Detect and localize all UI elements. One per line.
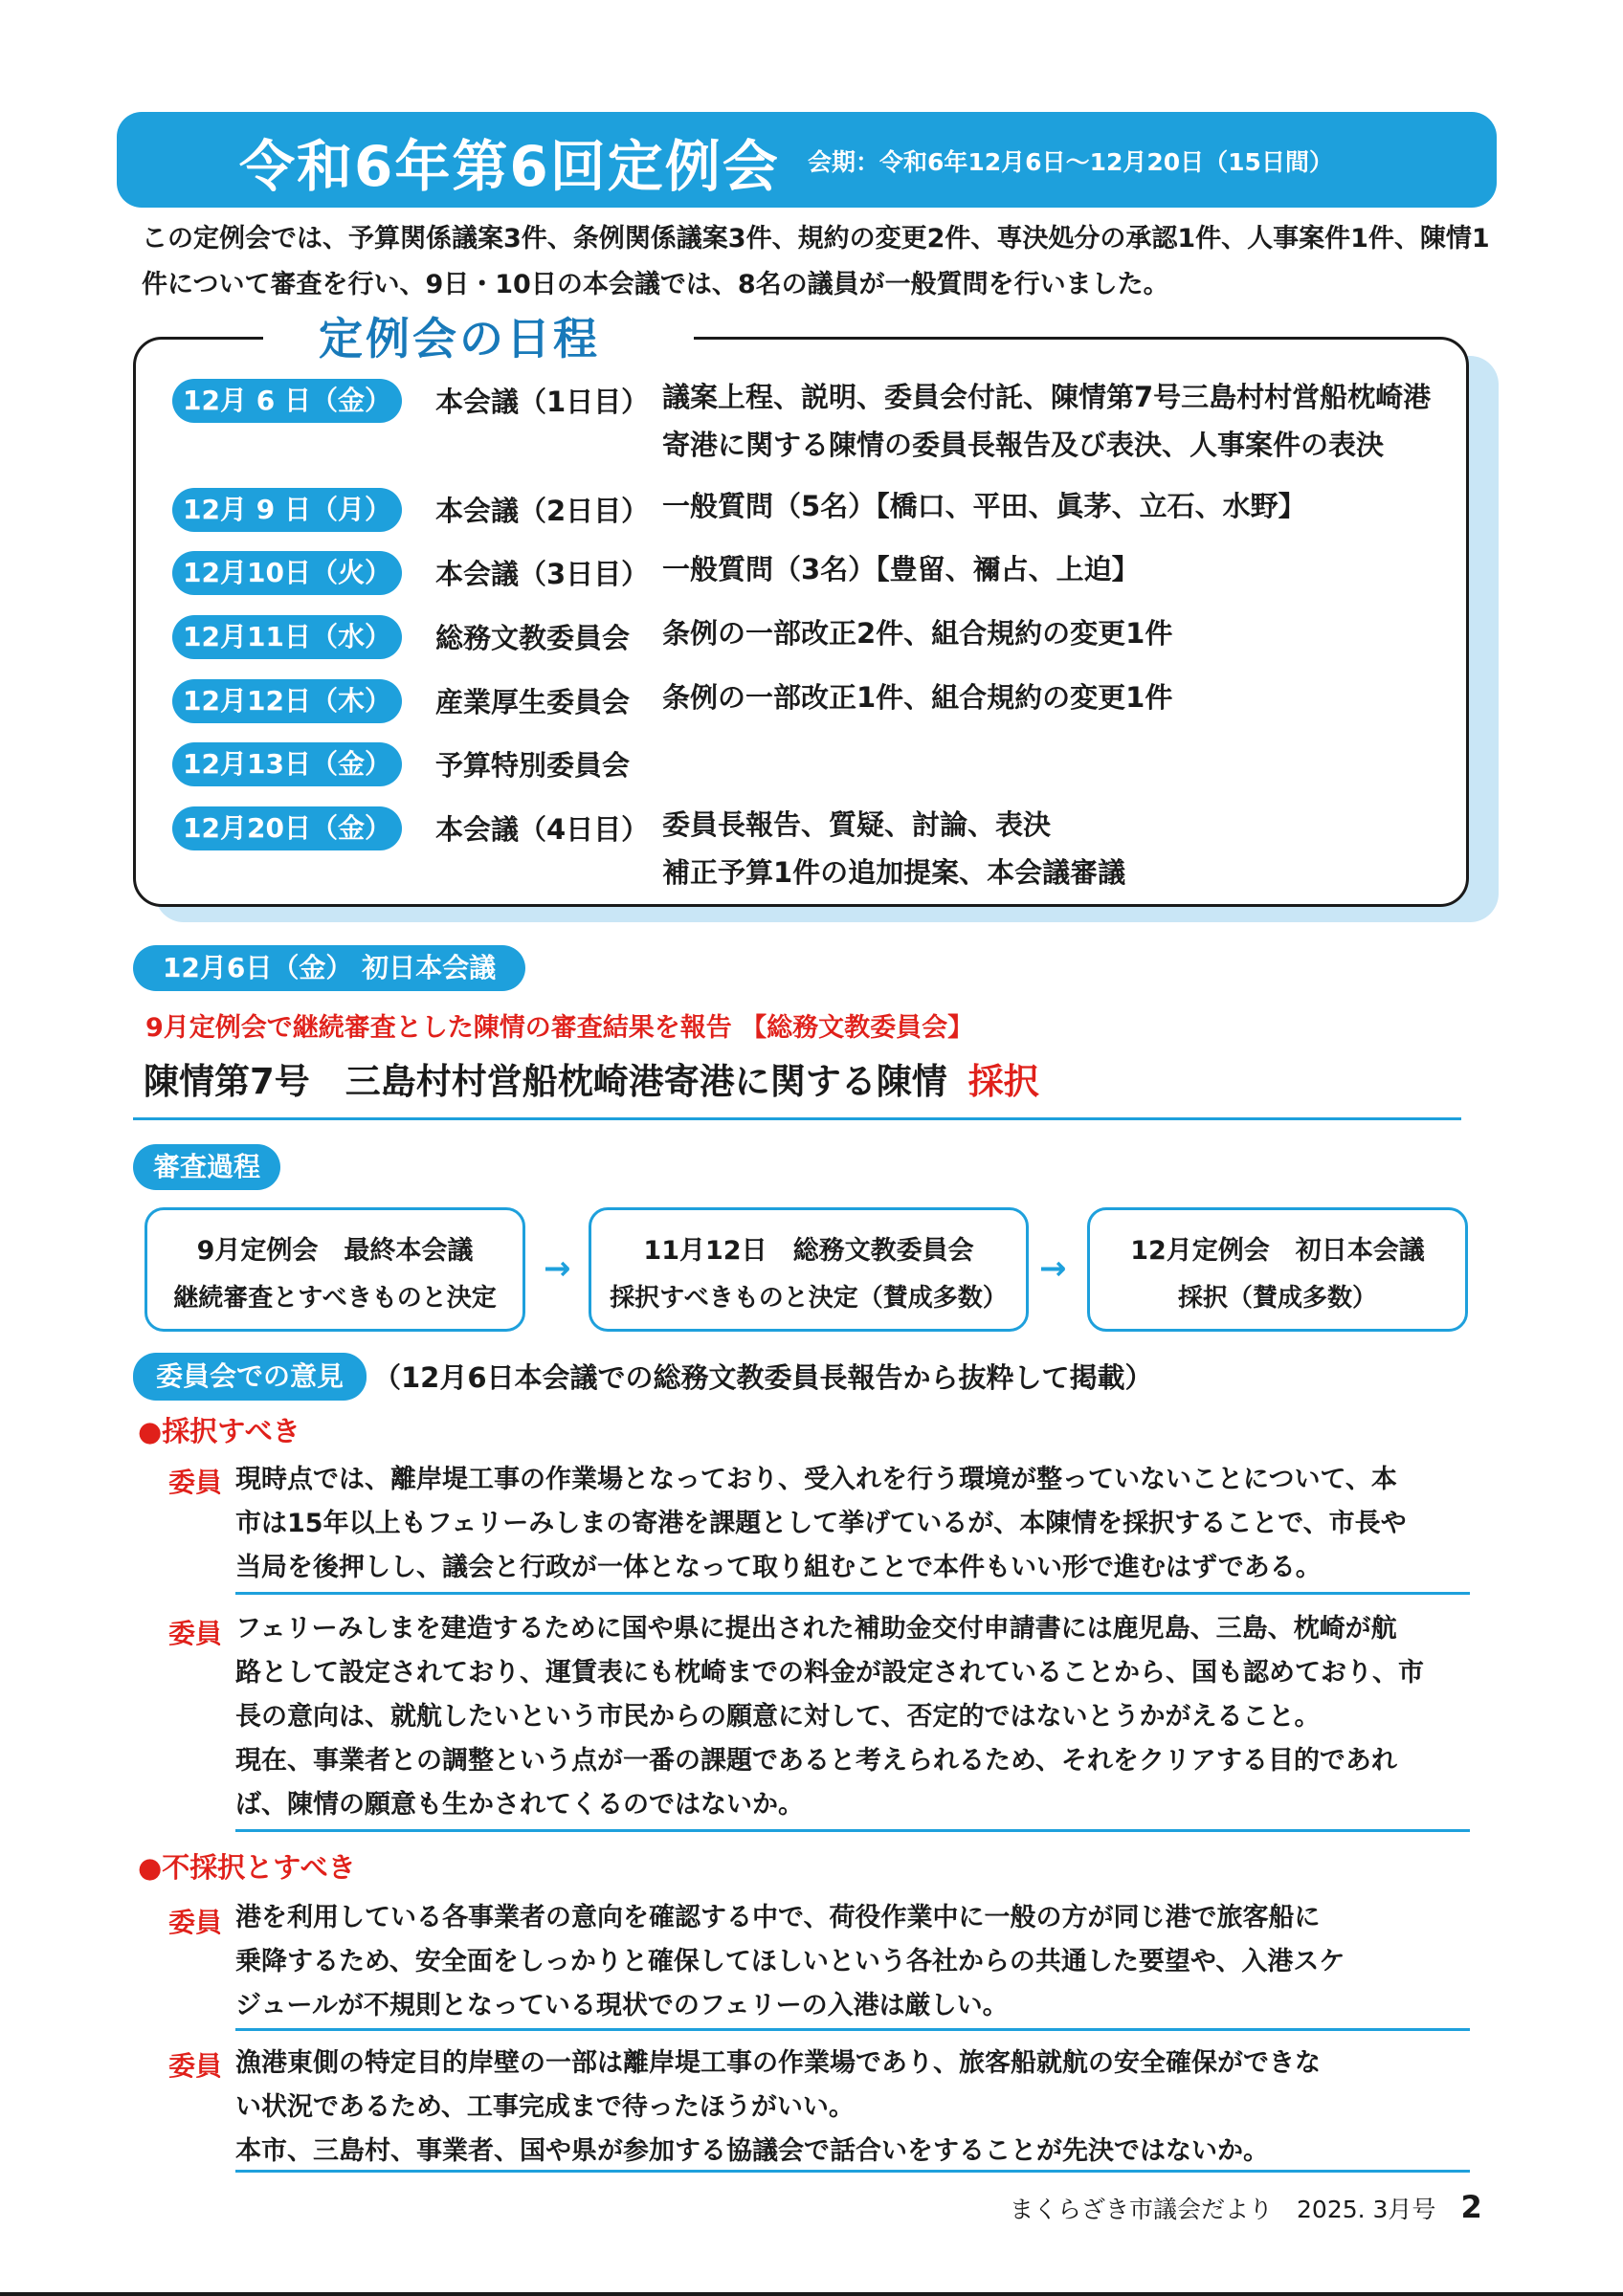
agenda-line: 寄港に関する陳情の委員長報告及び表決、人事案件の表決: [662, 429, 1385, 461]
text-line: 港を利用している各事業者の意向を確認する中で、荷役作業中に一般の方が同じ港で旅客船に: [235, 1903, 1321, 1932]
date-badge: 12月 6 日（金）: [172, 379, 402, 423]
intro-text: この定例会では、予算関係議案3件、条例関係議案3件、規約の変更2件、専決処分の承認1件、人事案件1件、陳情1件について審査を行い、9日・10日の本会議では、8名の議員が一般質問を行いました。: [142, 224, 1490, 299]
schedule-row: [172, 488, 1455, 536]
publication-name: まくらざき市議会だより 2025. 3月号: [1010, 2196, 1436, 2223]
meeting-agenda: 一般質問（3名）【豊留、禰占、上迫】: [662, 553, 1140, 585]
text-line: 路として設定されており、運賃表にも枕崎までの料金が設定されていることから、国も認めており、市: [235, 1658, 1424, 1688]
divider: [235, 2170, 1470, 2173]
meeting-name: 本会議（2日目）: [435, 495, 650, 527]
schedule-row: [172, 742, 1455, 790]
arrow-right-icon: →: [544, 1249, 571, 1288]
opinion-paragraph: [235, 1607, 1479, 1827]
step-result: 採択すべきものと決定（賛成多数）: [610, 1284, 1008, 1313]
petition-result: 採択: [967, 1061, 1039, 1102]
opinion-badge: 委員会での意見: [133, 1353, 367, 1401]
opinion-paragraph: [235, 1458, 1479, 1590]
date-badge: 12月11日（水）: [172, 615, 402, 659]
meeting-agenda: [662, 373, 1431, 469]
meeting-agenda: 条例の一部改正2件、組合規約の変更1件: [662, 617, 1173, 650]
session-period: 会期：令和6年12月6日～12月20日（15日間）: [808, 148, 1333, 176]
petition-heading: [144, 1052, 1039, 1104]
opinion-paragraph: [235, 1896, 1479, 2028]
meeting-name: 本会議（3日目）: [435, 558, 650, 590]
opinion-note: （12月6日本会議での総務文教委員長報告から抜粋して掲載）: [373, 1361, 1153, 1394]
divider: [133, 1117, 1461, 1120]
text-line: ジュールが不規則となっている現状でのフェリーの入港は厳しい。: [235, 1991, 1009, 2020]
divider: [235, 1829, 1470, 1832]
page-number: 2: [1460, 2189, 1482, 2225]
meeting-name: 予算特別委員会: [435, 749, 631, 782]
against-heading: ●不採択とすべき: [138, 1851, 356, 1884]
text-line: 漁港東側の特定目的岸壁の一部は離岸堤工事の作業場であり、旅客船就航の安全確保ができな: [235, 2048, 1321, 2078]
meeting-name: 本会議（4日目）: [435, 813, 650, 846]
divider: [235, 1592, 1470, 1595]
meeting-name: 総務文教委員会: [435, 622, 631, 654]
member-label: 委員: [168, 1618, 223, 1649]
text-line: 現在、事業者との調整という点が一番の課題であると考えられるため、それをクリアする目的であれ: [235, 1746, 1397, 1776]
step-title: 9月定例会 最終本会議: [196, 1236, 474, 1266]
for-heading: ●採択すべき: [138, 1415, 300, 1447]
petition-title: 陳情第7号 三島村村営船枕崎港寄港に関する陳情: [144, 1061, 947, 1102]
text-line: ば、陳情の願意も生かされてくるのではないか。: [235, 1790, 804, 1820]
date-badge: 12月12日（木）: [172, 679, 402, 723]
text-line: フェリーみしまを建造するために国や県に提出された補助金交付申請書には鹿児島、三島、枕崎が航: [235, 1614, 1397, 1644]
report-subtitle: 9月定例会で継続審査とした陳情の審査結果を報告 【総務文教委員会】: [145, 1013, 974, 1043]
review-step: [145, 1207, 525, 1332]
text-line: い状況であるため、工事完成まで待ったほうがいい。: [235, 2092, 855, 2122]
arrow-right-icon: →: [1039, 1249, 1067, 1288]
divider: [235, 2028, 1470, 2031]
agenda-line: 補正予算1件の追加提案、本会議審議: [662, 856, 1126, 889]
review-badge: 審査過程: [133, 1144, 280, 1190]
schedule-row: [172, 679, 1455, 727]
schedule-title: 定例会の日程: [319, 313, 600, 364]
schedule-row: [172, 551, 1455, 599]
first-day-badge: 12月6日（金） 初日本会議: [133, 945, 525, 991]
meeting-name: 本会議（1日目）: [435, 386, 650, 418]
step-title: 12月定例会 初日本会議: [1130, 1236, 1425, 1266]
opinion-paragraph: [235, 2042, 1479, 2174]
review-step: [589, 1207, 1029, 1332]
schedule-row: [172, 379, 1455, 461]
date-badge: 12月 9 日（月）: [172, 488, 402, 532]
date-badge: 12月13日（金）: [172, 742, 402, 786]
date-badge: 12月10日（火）: [172, 551, 402, 595]
meeting-agenda: 一般質問（5名）【橋口、平田、眞茅、立石、水野】: [662, 490, 1306, 522]
step-title: 11月12日 総務文教委員会: [643, 1236, 974, 1266]
member-label: 委員: [168, 1467, 223, 1498]
meeting-name: 産業厚生委員会: [435, 686, 631, 718]
step-result: 継続審査とすべきものと決定: [173, 1284, 497, 1313]
text-line: 市は15年以上もフェリーみしまの寄港を課題として挙げているが、本陳情を採択することで、市長や: [235, 1509, 1407, 1538]
meeting-agenda: [662, 801, 1125, 896]
meeting-agenda: 条例の一部改正1件、組合規約の変更1件: [662, 681, 1173, 714]
footer: [1010, 2189, 1482, 2225]
review-step: [1087, 1207, 1468, 1332]
text-line: 本市、三島村、事業者、国や県が参加する協議会で話合いをすることが先決ではないか。: [235, 2136, 1269, 2166]
text-line: 乗降するため、安全面をしっかりと確保してほしいという各社からの共通した要望や、入港スケ: [235, 1947, 1345, 1976]
page-title: 令和6年第6回定例会: [239, 134, 780, 199]
member-label: 委員: [168, 1907, 223, 1938]
agenda-line: 委員長報告、質疑、討論、表決: [662, 808, 1052, 841]
schedule-row: [172, 615, 1455, 663]
page-bottom-border: [0, 2292, 1623, 2296]
step-result: 採択（賛成多数）: [1177, 1284, 1377, 1313]
agenda-line: 議案上程、説明、委員会付託、陳情第7号三島村村営船枕崎港: [662, 381, 1432, 413]
schedule-row: [172, 806, 1455, 889]
text-line: 現時点では、離岸堤工事の作業場となっており、受入れを行う環境が整っていないことについて、本: [235, 1465, 1397, 1494]
text-line: 長の意向は、就航したいという市民からの願意に対して、否定的ではないとうかがえること。: [235, 1702, 1321, 1732]
member-label: 委員: [168, 2050, 223, 2082]
text-line: 当局を後押しし、議会と行政が一体となって取り組むことで本件もいい形で進むはずである。: [235, 1553, 1322, 1582]
date-badge: 12月20日（金）: [172, 806, 402, 850]
